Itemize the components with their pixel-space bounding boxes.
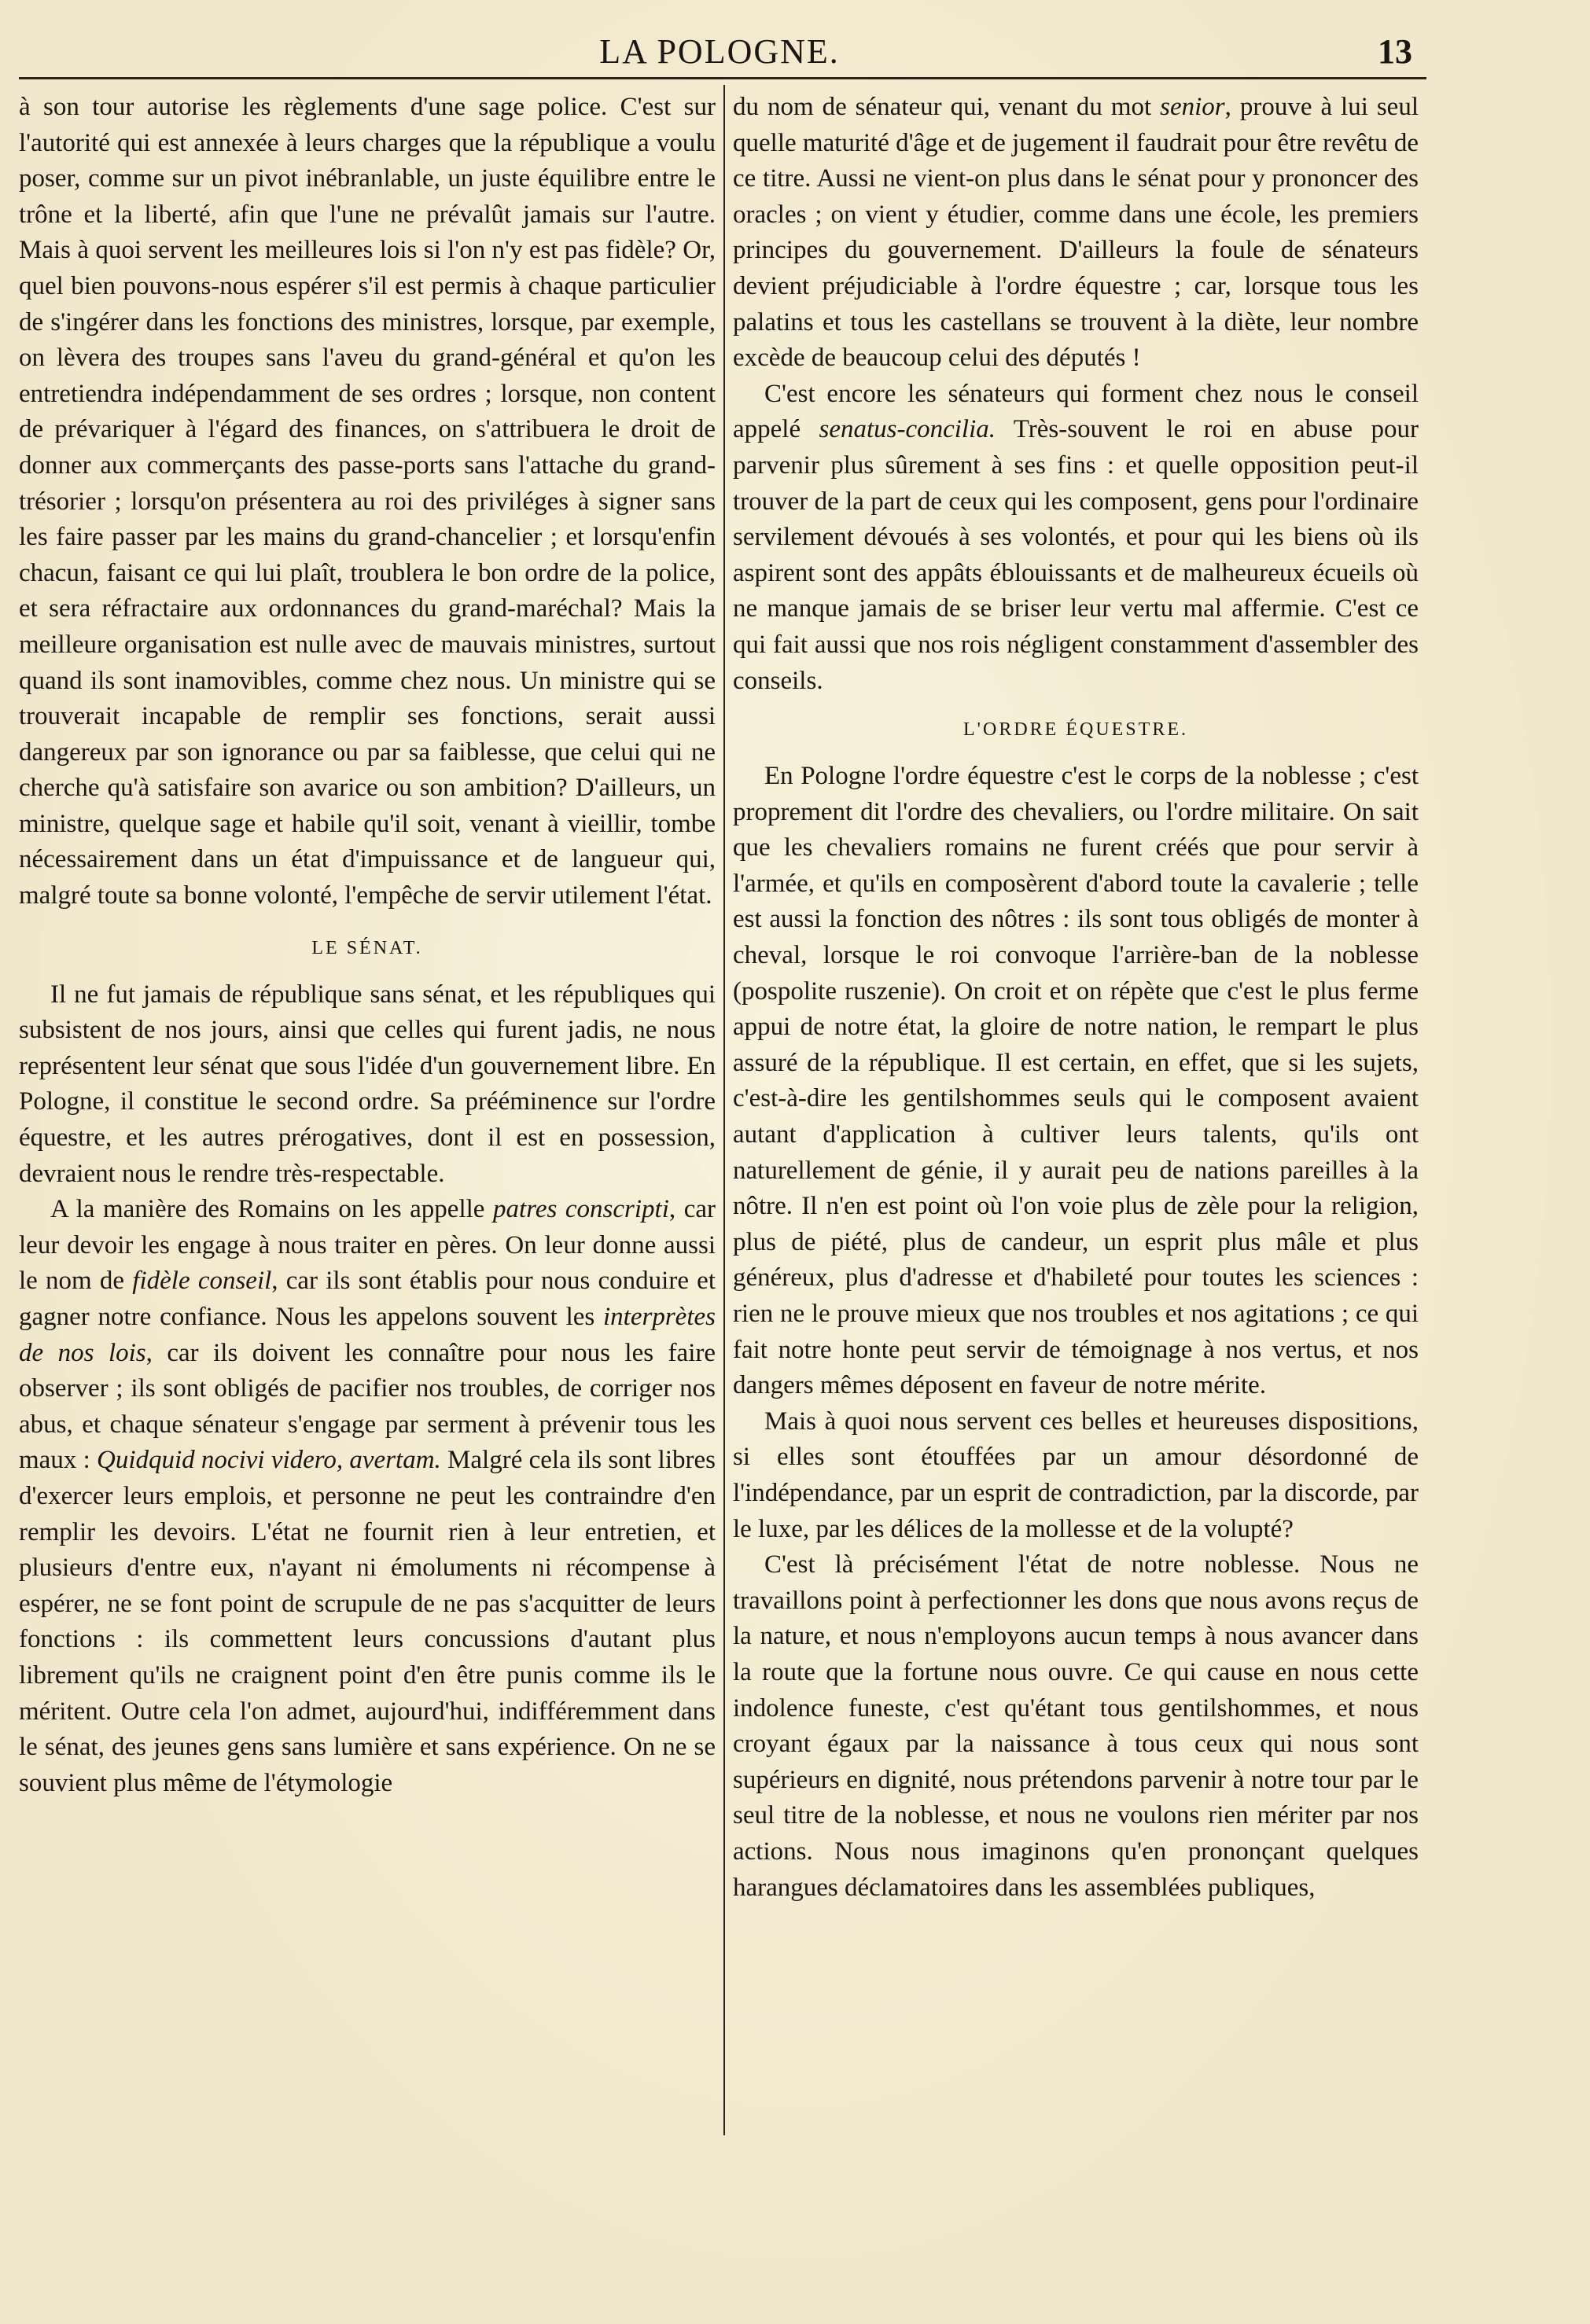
text-run: , car leur devoir les engage à nous traiter en pères. On leur donne aussi le nom de xyxy=(19,1195,716,1296)
paragraph-conseil xyxy=(733,377,1419,699)
paragraph-senateur-etymologie xyxy=(733,90,1419,377)
latin-term: senatus-concilia. xyxy=(819,415,996,444)
text-run: A la manière des Romains on les appelle xyxy=(50,1195,494,1224)
paragraph-dispositions: Mais à quoi nous servent ces belles et heureuses dispositions, si elles sont étouffées par un amour désordonné de l'indépendance, par un esprit de contradiction, par la discorde, par le luxe, par les délices de la mollesse et de la volupté? xyxy=(733,1407,1419,1543)
text-run: , car ils doivent les connaître pour nous les faire observer ; ils sont obligés de pacifier nos troubles, de corriger nos abus, et chaque sénateur s'engage par serment à prévenir tous les maux : xyxy=(19,1338,716,1475)
page-number: 13 xyxy=(1378,32,1412,71)
right-column xyxy=(733,90,1419,1906)
paragraph-ordre-equestre: En Pologne l'ordre équestre c'est le corps de la noblesse ; c'est proprement dit l'ordre des chevaliers, ou l'ordre militaire. On sait que les chevaliers romains ne furent créés que pour servir à l'armée, et qu'ils en composèrent d'abord toute la cavalerie ; telle est aussi la fonction des nôtres : ils sont tous obligés de monter à cheval, lorsque le roi convoque l'arrière-ban de la noblesse (pospolite ruszenie). On croit et on répète que c'est le plus ferme appui de notre état, la gloire de notre nation, le rempart le plus assuré de la république. Il est certain, en effet, que si les sujets, c'est-à-dire les gentilshommes seuls qui le composent avaient autant d'application à cultiver leurs talents, qu'ils ont naturellement de génie, il y aurait peu de nations pareilles à la nôtre. Il n'en est point où l'on voie plus de zèle pour la religion, plus de piété, plus de candeur, un esprit plus mâle et plus généreux, plus d'adresse et d'habileté pour toutes les sciences : rien ne le prouve mieux que nos troubles et nos agitations ; ce qui fait notre honte peut servir de témoignage à nos vertus, et nos dangers mêmes déposent en faveur de notre mérite. xyxy=(733,762,1419,1400)
text-run: Très-souvent le roi en abuse pour parvenir plus sûrement à ses fins : et quelle opposition peut-il trouver de la part de ceux qui les composent, gens pour l'ordinaire servilement dévoués à ses volontés, et pour qui les biens où ils aspirent sont des appâts éblouissants et de malheureux écueils où ne manque jamais de se briser leur vertu mal affermie. C'est ce qui fait aussi que nos rois négligent constamment d'assembler des conseils. xyxy=(733,415,1419,695)
text-run: Malgré cela ils sont libres d'exercer leurs emplois, et personne ne peut les contraindre d'en remplir les devoirs. L'état ne fournit rien à leur entretien, et plusieurs d'entre eux, n'ayant ni émoluments ni récompense à espérer, ne se font point de scrupule de ne pas s'acquitter de leurs fonctions : ils commettent leurs concussions d'autant plus librement qu'ils ne craignent point d'en être punis comme ils le méritent. Outre cela l'on admet, aujourd'hui, indifféremment dans le sénat, des jeunes gens sans lumière et sans expérience. On ne se souvient plus même de l'étymologie xyxy=(19,1446,716,1797)
latin-oath: Quidquid nocivi videro, avertam. xyxy=(97,1446,441,1475)
paragraph-senat-romains xyxy=(19,1192,716,1801)
text-run: , prouve à lui seul quelle maturité d'âge et de jugement il faudrait pour être revêtu de ce titre. Aussi ne vient-on plus dans le sénat pour y prononcer des oracles ; on vient y étudier, comme dans une école, les premiers principes du gouvernement. D'ailleurs la foule de sénateurs devient préjudiciable à l'ordre équestre ; car, lorsque tous les palatins et tous les castellans se trouvent à la diète, leur nombre excède de beaucoup celui des députés ! xyxy=(733,93,1419,373)
section-heading-senat: LE SÉNAT. xyxy=(311,937,423,958)
header-rule xyxy=(19,77,1426,79)
text-run: du nom de sénateur qui, venant du mot xyxy=(733,93,1161,121)
section-heading-ordre-equestre: L'ORDRE ÉQUESTRE. xyxy=(963,719,1188,741)
italic-term: fidèle conseil xyxy=(132,1267,272,1296)
column-divider xyxy=(723,85,725,2135)
latin-term: senior xyxy=(1160,93,1225,121)
latin-term: patres conscripti xyxy=(493,1195,669,1224)
left-column xyxy=(19,90,716,1801)
running-title: LA POLOGNE. xyxy=(599,32,840,71)
paragraph-police: à son tour autorise les règlements d'une sage police. C'est sur l'autorité qui est annexée à leurs charges que la république a voulu poser, comme sur un pivot inébranlable, un juste équilibre entre le trône et la liberté, afin que l'une ne prévalût jamais sur l'autre. Mais à quoi servent les meilleures lois si l'on n'y est pas fidèle? Or, quel bien pouvons-nous espérer s'il est permis à chaque particulier de s'ingérer dans les fonctions des ministres, lorsque, par exemple, on lèvera des troupes sans l'aveu du grand-général et qu'on les entretiendra indépendamment de ses ordres ; lorsque, non content de prévariquer à l'égard des finances, on s'attribuera le droit de donner aux commerçants des passe-ports sans l'attache du grand-trésorier ; lorsqu'on présentera au roi des priviléges à signer sans les faire passer par les mains du grand-chancelier ; et lorsqu'enfin chacun, faisant ce qui lui plaît, troublera le bon ordre de la police, et sera réfractaire aux ordonnances du grand-maréchal? Mais la meilleure organisation est nulle avec de mauvais ministres, surtout quand ils sont inamovibles, comme chez nous. Un ministre qui se trouverait incapable de remplir ses fonctions, serait aussi dangereux par son ignorance ou par sa faiblesse, que celui qui ne cherche qu'à satisfaire son avarice ou son ambition? D'ailleurs, un ministre, quelque sage et habile qu'il soit, venant à vieillir, tombe nécessairement dans un état d'impuissance et de langueur qui, malgré toute sa bonne volonté, l'empêche de servir utilement l'état. xyxy=(19,93,716,910)
text-run: , car ils sont établis pour nous conduire et gagner notre confiance. Nous les appelons souvent les xyxy=(19,1267,716,1331)
paragraph-noblesse: C'est là précisément l'état de notre noblesse. Nous ne travaillons point à perfectionner les dons que nous avons reçus de la nature, et nous n'employons aucun temps à nous avancer dans la route que la fortune nous ouvre. Ce qui cause en nous cette indolence funeste, c'est qu'étant tous gentilshommes, et nous croyant égaux par la naissance à tous ceux qui nous sont supérieurs en dignité, nous prétendons parvenir à notre tour par le seul titre de la noblesse, et nous ne voulons rien mériter par nos actions. Nous nous imaginons qu'en prononçant quelques harangues déclamatoires dans les assemblées publiques, xyxy=(733,1550,1419,1902)
text-run: C'est encore les sénateurs qui forment chez nous le conseil appelé xyxy=(733,379,1419,444)
italic-term: interprètes de nos lois xyxy=(19,1303,716,1367)
paragraph-senat-intro: Il ne fut jamais de république sans sénat, et les républiques qui subsistent de nos jours, ainsi que celles qui furent jadis, ne nous représentent leur sénat que sous l'idée d'un gouvernement libre. En Pologne, il constitue le second ordre. Sa prééminence sur l'ordre équestre, et les autres prérogatives, dont il est en possession, devraient nous le rendre très-respectable. xyxy=(19,980,716,1188)
